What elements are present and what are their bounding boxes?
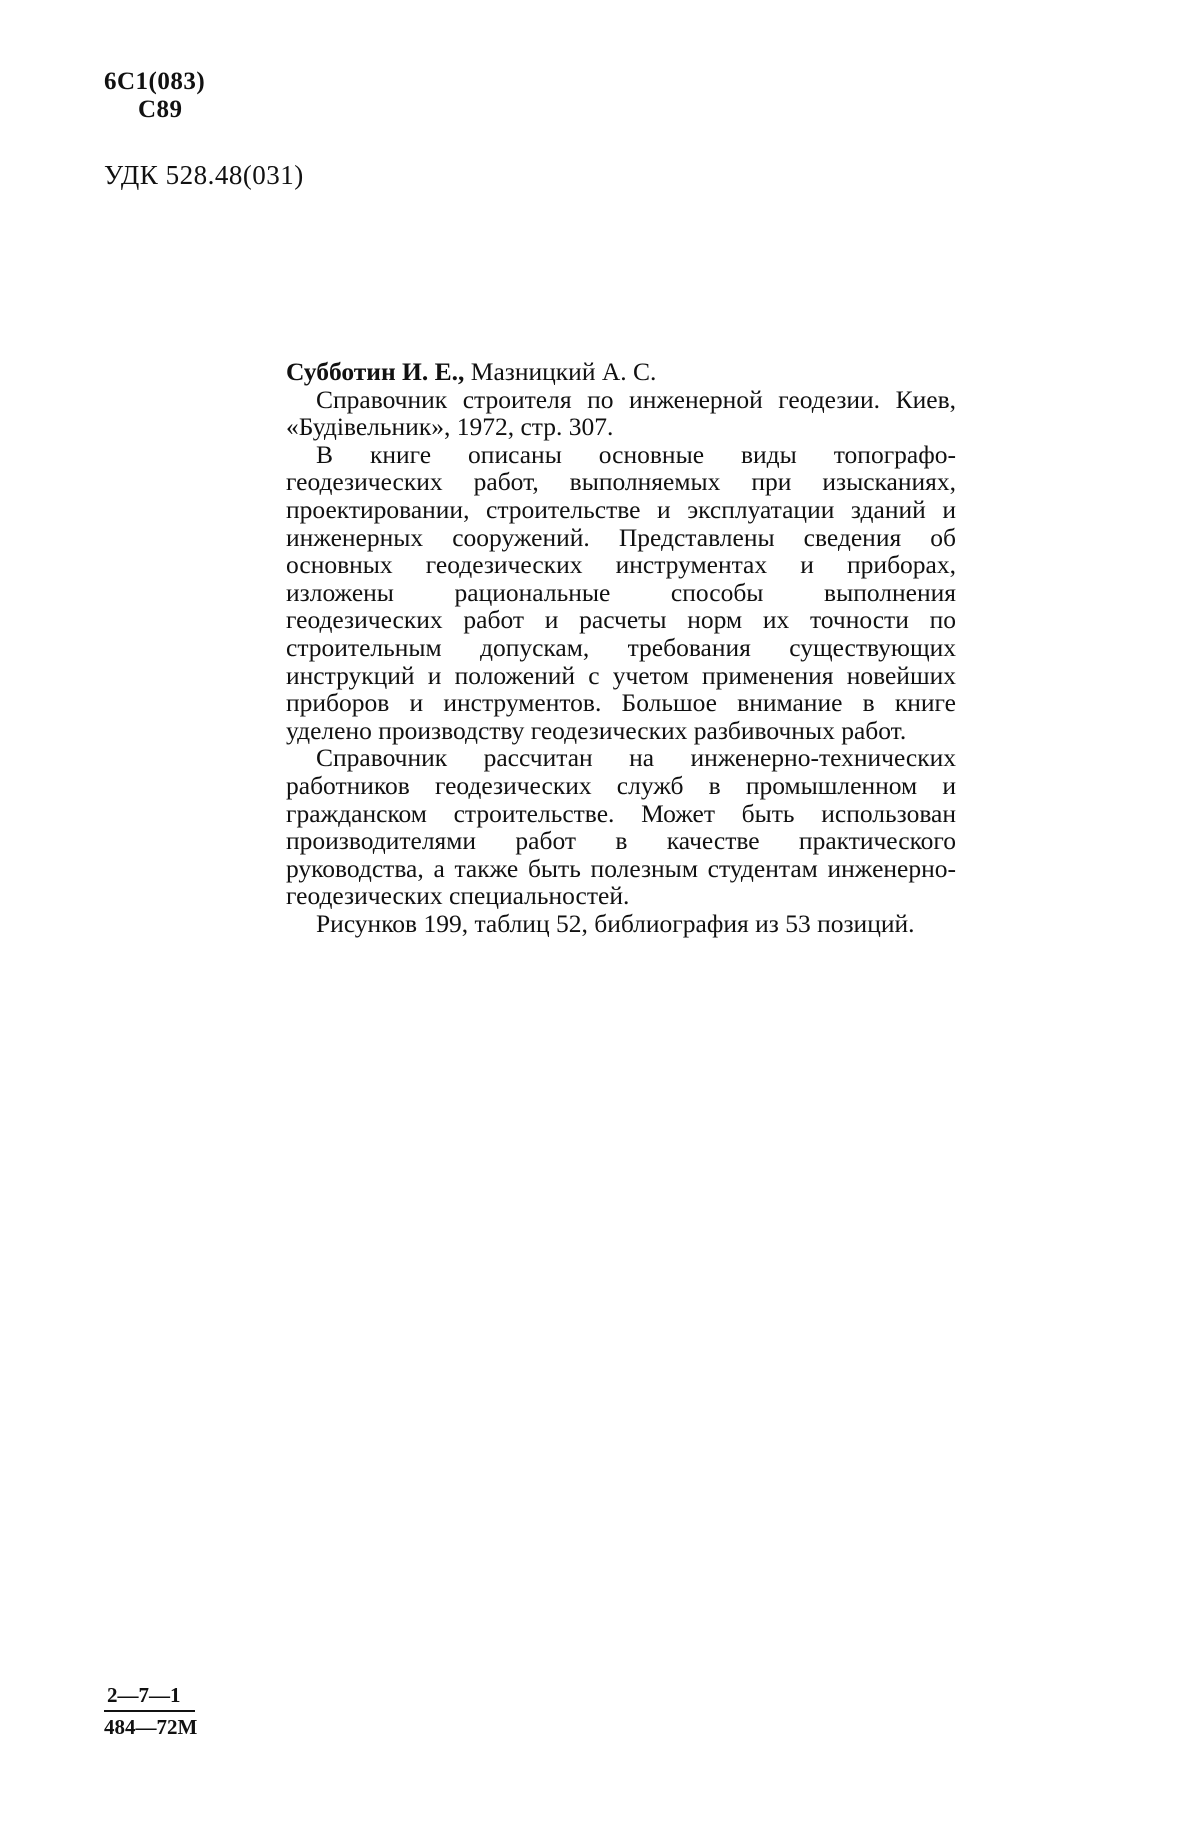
annotation-paragraph: Рисунков 199, таблиц 52, библиография из 53 позиций.: [316, 908, 915, 938]
library-classification-code: [104, 68, 205, 124]
author-mark: С89: [138, 96, 183, 123]
book-annotation: [286, 358, 956, 937]
annotation-paragraph: В книге описаны основные виды топографо-геодезических работ, выполняемых при изысканиях, проектировании, строительстве и эксплуатации зданий и инженерных сооружений. Представлены сведения об основных геодезических инструментах и приборах, изложены рациональные способы выполнения геодезических работ и расчеты норм их точности по строительным допускам, требования существующих инструкций и положений с учетом применения новейших приборов и инструментов. Большое внимание в книге уделено производству геодезических разбивочных работ.: [286, 439, 956, 745]
fraction-numerator: 2—7—1: [104, 1682, 195, 1712]
annotation-paragraph: Справочник рассчитан на инженерно-технических работников геодезических служб в промышленном и гражданском строительстве. Может быть использован производителями работ в качестве практического руководства, а также быть полезным студентам инженерно-геодезических специальностей.: [286, 743, 956, 911]
author-primary: Субботин И. Е.,: [286, 357, 465, 386]
fraction-denominator: 484—72М: [104, 1715, 198, 1739]
author-secondary: Мазницкий А. С.: [464, 357, 657, 386]
bibliographic-description: Справочник строителя по инженерной геодезии. Киев, «Будівельник», 1972, стр. 307.: [286, 384, 956, 442]
udk-index: УДК 528.48(031): [104, 160, 304, 190]
authors-line: [286, 358, 956, 386]
bbk-index: 6С1(083): [104, 68, 206, 95]
publishing-index-fraction: [104, 1682, 197, 1740]
